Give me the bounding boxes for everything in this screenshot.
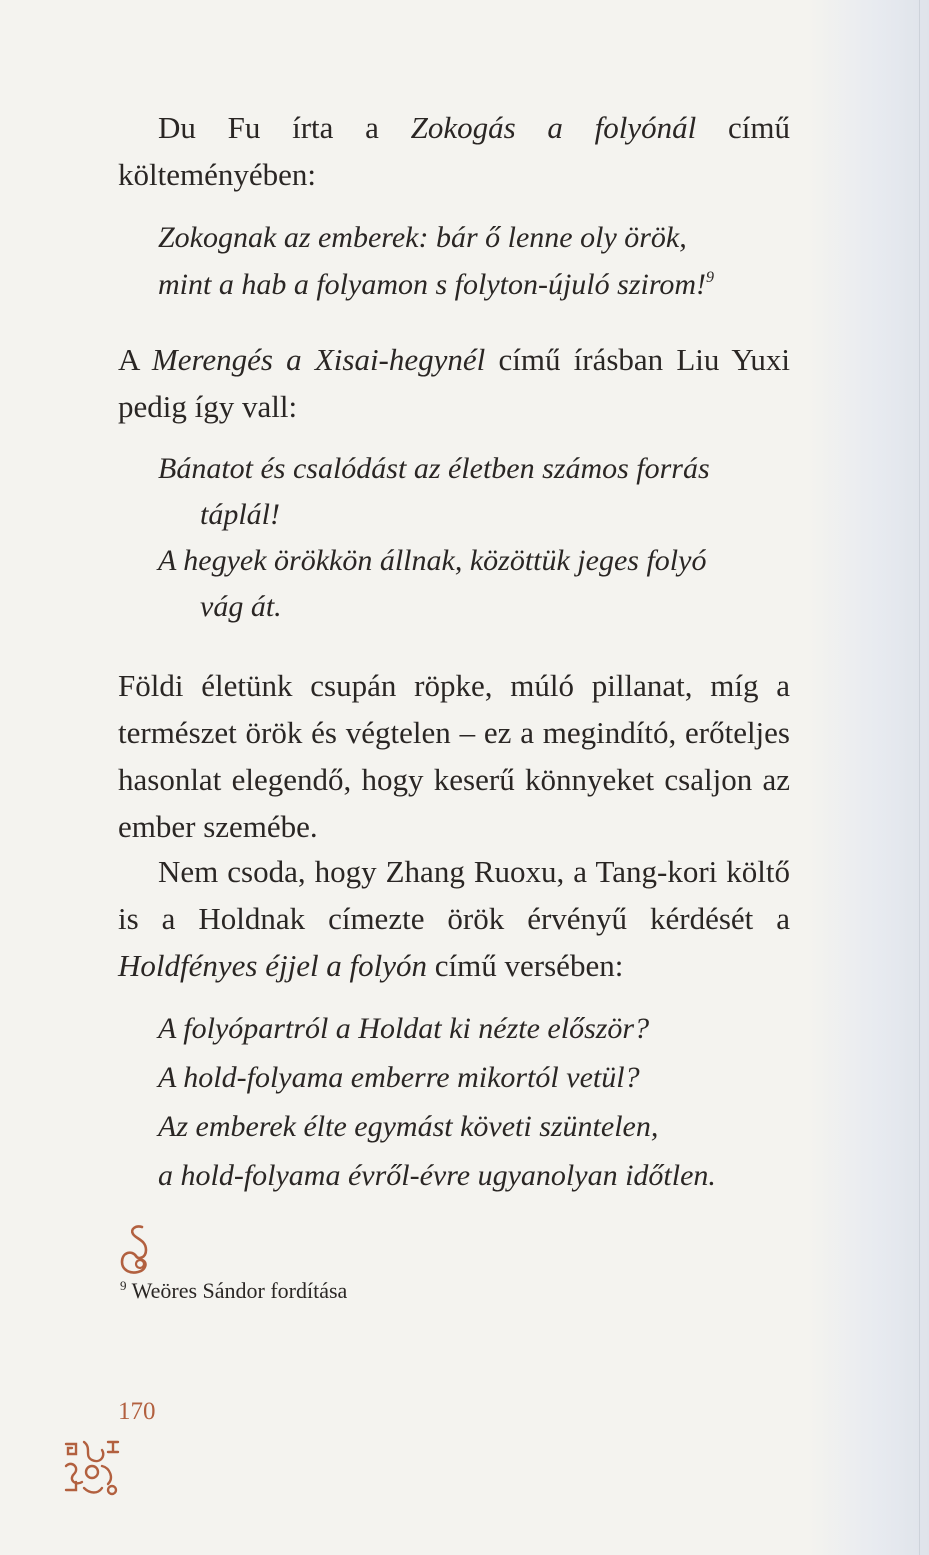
poem-title-holdfenyes: Holdfényes éjjel a folyón xyxy=(118,948,428,983)
page-edge-line xyxy=(919,0,920,1555)
verse1-line2: mint a hab a folyamon s folyton-újuló szirom! xyxy=(158,268,707,301)
verse2-line1: Bánatot és csalódást az életben számos forrás xyxy=(158,452,710,485)
paragraph-zhang-ruoxu xyxy=(118,848,790,989)
footnote-text: Weöres Sándor fordítása xyxy=(126,1278,348,1303)
poem-title-merenges: Merengés a Xisai-hegynél xyxy=(151,342,486,377)
verse2-line2: A hegyek örökkön állnak, közöttük jeges folyó xyxy=(158,544,707,577)
paragraph4-text-a: Nem csoda, hogy Zhang Ruoxu, a Tang-kori költő is a Holdnak címezte örök érvényű kérdését a xyxy=(118,854,790,936)
verse3-line1: A folyópartról a Holdat ki nézte először? xyxy=(158,1012,650,1045)
footnote xyxy=(120,1276,347,1306)
verse-block-2 xyxy=(118,446,790,630)
footnote-number: 9 xyxy=(120,1278,127,1293)
paragraph2-text-a: A xyxy=(118,342,152,377)
page-edge-shadow xyxy=(809,0,929,1555)
verse-block-3 xyxy=(118,1004,790,1200)
verse2-line1-cont: táplál! xyxy=(200,498,280,531)
verse1-line1: Zokognak az emberek: bár ő lenne oly örök, xyxy=(158,221,687,254)
verse2-line2-cont: vág át. xyxy=(200,590,282,623)
paragraph-liu-yuxi xyxy=(118,336,790,430)
verse3-line3: Az emberek élte egymást követi szüntelen, xyxy=(158,1110,659,1143)
verse1-line2-wrap xyxy=(158,261,790,308)
paragraph-du-fu xyxy=(118,104,790,198)
decorative-ornament-icon xyxy=(62,1438,122,1498)
paragraph2-text-b: című írásban Liu Yuxi pedig így vall: xyxy=(118,342,790,424)
poem-title-zokogas: Zokogás a folyónál xyxy=(410,110,697,145)
section-mark-icon xyxy=(116,1224,160,1276)
footnote-reference[interactable]: 9 xyxy=(706,269,715,286)
paragraph1-text-b: című költeményében: xyxy=(118,110,790,192)
verse3-line2: A hold-folyama emberre mikortól vetül? xyxy=(158,1061,640,1094)
page-number: 170 xyxy=(118,1398,156,1425)
paragraph4-text-b: című versében: xyxy=(427,948,624,983)
paragraph1-text-a: Du Fu írta a xyxy=(158,110,411,145)
paragraph-foldi-eletunk xyxy=(118,662,790,850)
verse-block-1 xyxy=(118,214,790,308)
paragraph3-text: Földi életünk csupán röpke, múló pillanat, míg a természet örök és végtelen – ez a megindító, erőteljes hasonlat elegendő, hogy keserű könnyeket csaljon az ember szemébe. xyxy=(118,668,790,844)
verse3-line4: a hold-folyama évről-évre ugyanolyan időtlen. xyxy=(158,1159,716,1192)
